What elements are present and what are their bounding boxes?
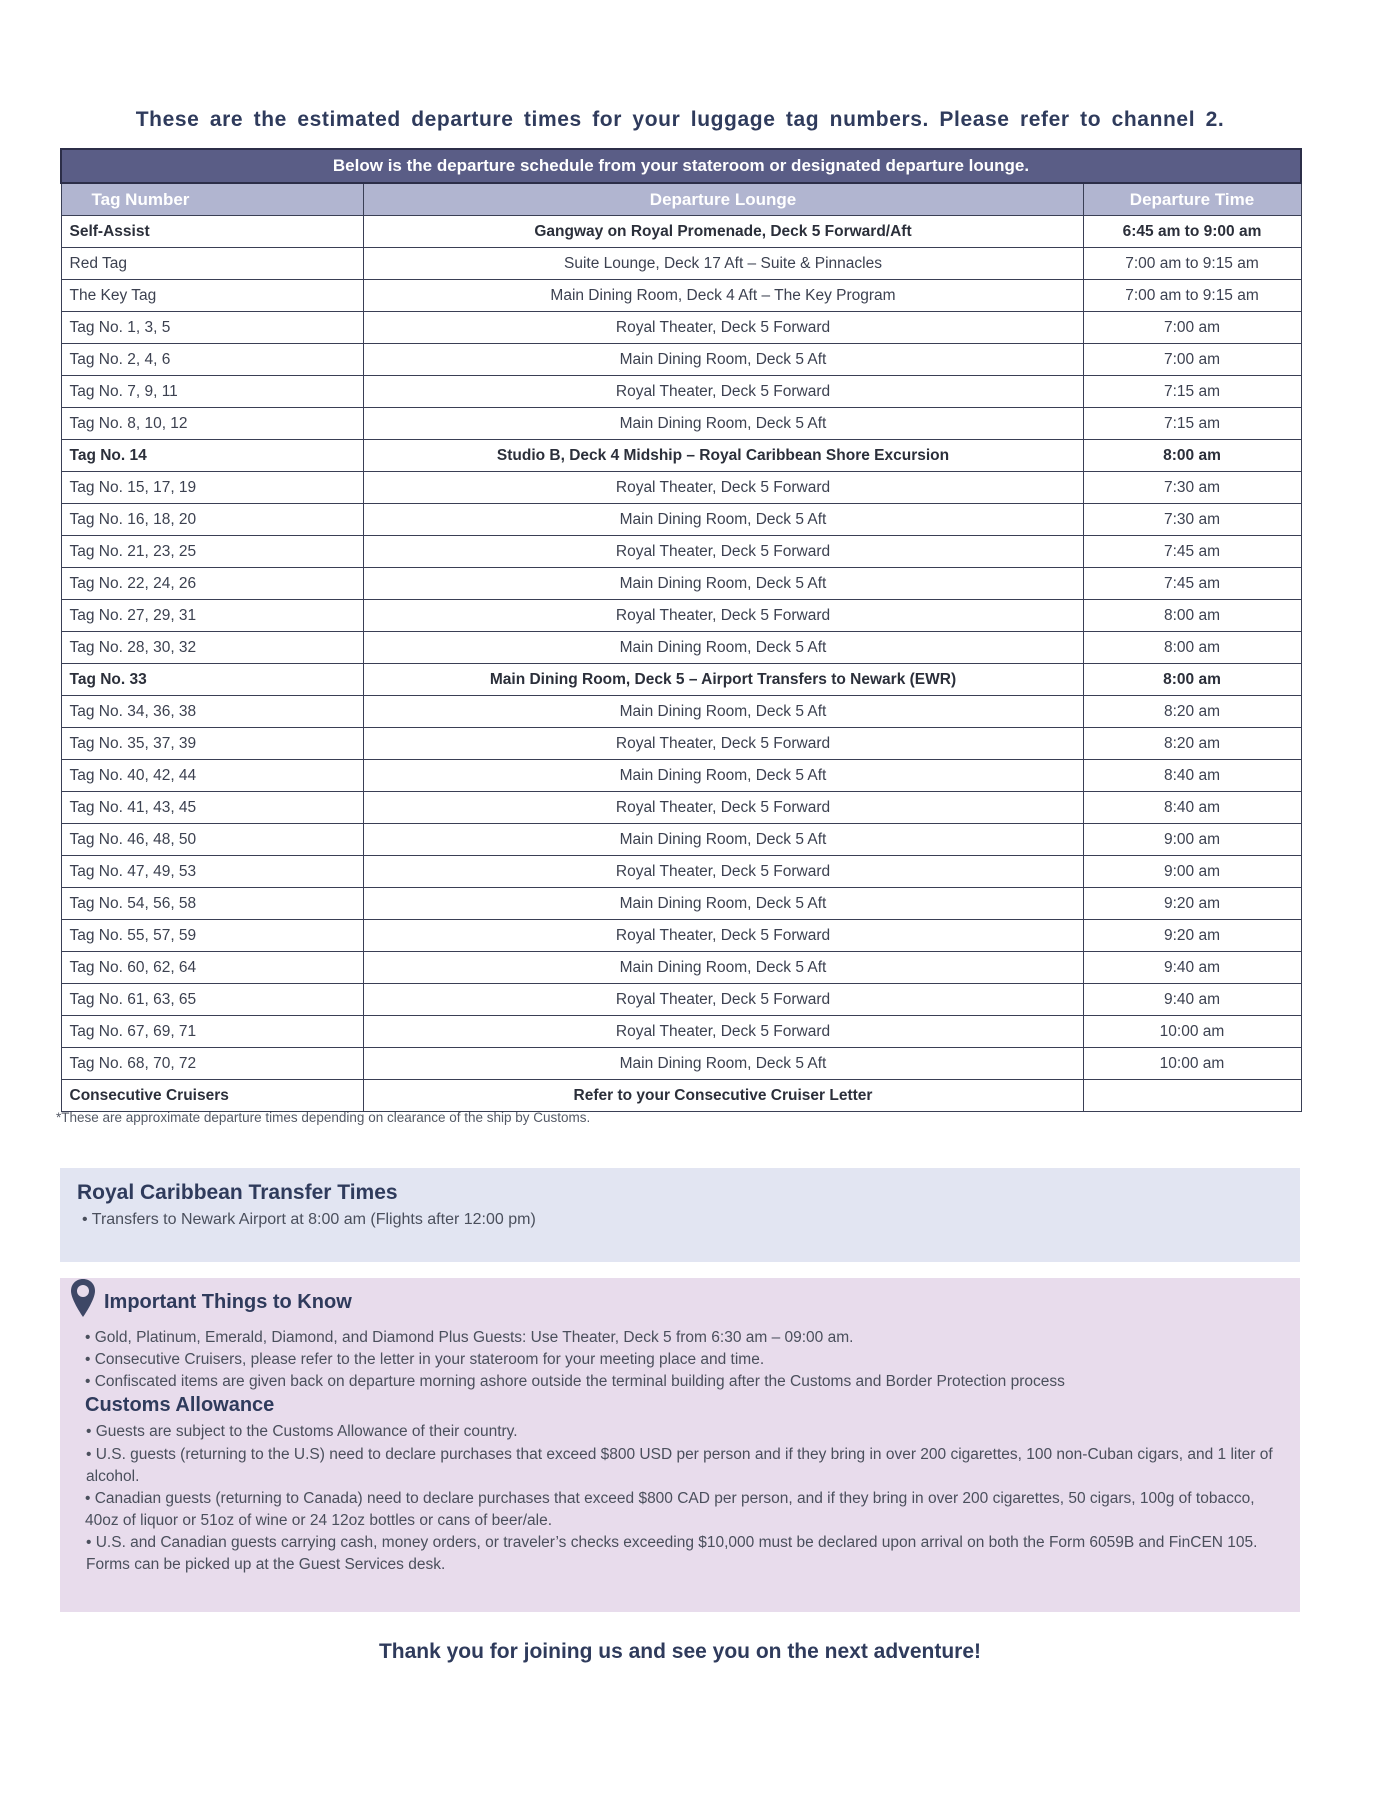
lounge-cell: Main Dining Room, Deck 5 Aft bbox=[363, 632, 1083, 664]
tag-cell: Self-Assist bbox=[61, 216, 363, 248]
tag-cell: Tag No. 14 bbox=[61, 440, 363, 472]
time-cell: 8:20 am bbox=[1083, 696, 1301, 728]
lounge-cell: Main Dining Room, Deck 5 Aft bbox=[363, 888, 1083, 920]
table-row bbox=[61, 1080, 1301, 1112]
lounge-cell: Gangway on Royal Promenade, Deck 5 Forward/Aft bbox=[363, 216, 1083, 248]
time-cell: 9:40 am bbox=[1083, 984, 1301, 1016]
time-cell: 10:00 am bbox=[1083, 1048, 1301, 1080]
table-row bbox=[61, 600, 1301, 632]
table-row bbox=[61, 408, 1301, 440]
tag-cell: Tag No. 67, 69, 71 bbox=[61, 1016, 363, 1048]
lounge-cell: Suite Lounge, Deck 17 Aft – Suite & Pinnacles bbox=[363, 248, 1083, 280]
lounge-cell: Royal Theater, Deck 5 Forward bbox=[363, 920, 1083, 952]
lounge-cell: Studio B, Deck 4 Midship – Royal Caribbean Shore Excursion bbox=[363, 440, 1083, 472]
time-cell: 7:00 am bbox=[1083, 344, 1301, 376]
transfer-times-box bbox=[60, 1168, 1300, 1262]
tag-cell: Consecutive Cruisers bbox=[61, 1080, 363, 1112]
tag-cell: Tag No. 54, 56, 58 bbox=[61, 888, 363, 920]
closing-message: Thank you for joining us and see you on the next adventure! bbox=[378, 1640, 982, 1663]
tag-cell: Tag No. 55, 57, 59 bbox=[61, 920, 363, 952]
table-row bbox=[61, 920, 1301, 952]
table-row bbox=[61, 280, 1301, 312]
tag-cell: The Key Tag bbox=[61, 280, 363, 312]
time-cell: 9:00 am bbox=[1083, 856, 1301, 888]
table-banner: Below is the departure schedule from your stateroom or designated departure lounge. bbox=[61, 149, 1301, 183]
column-header-tag: Tag Number bbox=[61, 183, 363, 216]
table-row bbox=[61, 536, 1301, 568]
lounge-cell: Main Dining Room, Deck 4 Aft – The Key Program bbox=[363, 280, 1083, 312]
time-cell: 8:20 am bbox=[1083, 728, 1301, 760]
lounge-cell: Refer to your Consecutive Cruiser Letter bbox=[363, 1080, 1083, 1112]
table-row bbox=[61, 568, 1301, 600]
lounge-cell: Main Dining Room, Deck 5 – Airport Transfers to Newark (EWR) bbox=[363, 664, 1083, 696]
lounge-cell: Main Dining Room, Deck 5 Aft bbox=[363, 824, 1083, 856]
table-row bbox=[61, 1048, 1301, 1080]
tag-cell: Tag No. 46, 48, 50 bbox=[61, 824, 363, 856]
lounge-cell: Main Dining Room, Deck 5 Aft bbox=[363, 760, 1083, 792]
time-cell: 9:20 am bbox=[1083, 920, 1301, 952]
departure-schedule-table bbox=[60, 148, 1300, 1112]
tag-cell: Tag No. 21, 23, 25 bbox=[61, 536, 363, 568]
tag-cell: Tag No. 41, 43, 45 bbox=[61, 792, 363, 824]
table-row bbox=[61, 984, 1301, 1016]
time-cell: 8:00 am bbox=[1083, 664, 1301, 696]
tag-cell: Tag No. 47, 49, 53 bbox=[61, 856, 363, 888]
table-row bbox=[61, 376, 1301, 408]
lounge-cell: Royal Theater, Deck 5 Forward bbox=[363, 984, 1083, 1016]
tag-cell: Tag No. 34, 36, 38 bbox=[61, 696, 363, 728]
tag-cell: Tag No. 15, 17, 19 bbox=[61, 472, 363, 504]
tag-cell: Tag No. 35, 37, 39 bbox=[61, 728, 363, 760]
tag-cell: Red Tag bbox=[61, 248, 363, 280]
table-row bbox=[61, 664, 1301, 696]
lounge-cell: Royal Theater, Deck 5 Forward bbox=[363, 376, 1083, 408]
table-row bbox=[61, 472, 1301, 504]
table-row bbox=[61, 824, 1301, 856]
table-row bbox=[61, 1016, 1301, 1048]
tag-cell: Tag No. 8, 10, 12 bbox=[61, 408, 363, 440]
lounge-cell: Main Dining Room, Deck 5 Aft bbox=[363, 696, 1083, 728]
lounge-cell: Royal Theater, Deck 5 Forward bbox=[363, 312, 1083, 344]
table-row bbox=[61, 344, 1301, 376]
customs-bullet: • Guests are subject to the Customs Allowance of their country. bbox=[86, 1423, 518, 1440]
time-cell: 7:45 am bbox=[1083, 536, 1301, 568]
time-cell: 8:40 am bbox=[1083, 792, 1301, 824]
lounge-cell: Royal Theater, Deck 5 Forward bbox=[363, 728, 1083, 760]
table-row bbox=[61, 504, 1301, 536]
time-cell: 8:40 am bbox=[1083, 760, 1301, 792]
important-bullet: • Consecutive Cruisers, please refer to the letter in your stateroom for your meeting place and time. bbox=[85, 1351, 765, 1368]
table-row bbox=[61, 792, 1301, 824]
important-bullet: • Confiscated items are given back on departure morning ashore outside the terminal building after the Customs and Border Protection process bbox=[85, 1373, 1065, 1390]
customs-bullet: • Canadian guests (returning to Canada) need to declare purchases that exceed $800 CAD per person, and if they bring in over 200 cigarettes, 50 cigars, 100g of tobacco, 40oz of liquor or 51oz of wine or 24 12oz bottles or cans of beer/ale. bbox=[85, 1490, 1255, 1529]
tag-cell: Tag No. 33 bbox=[61, 664, 363, 696]
time-cell: 7:30 am bbox=[1083, 504, 1301, 536]
tag-cell: Tag No. 22, 24, 26 bbox=[61, 568, 363, 600]
lounge-cell: Main Dining Room, Deck 5 Aft bbox=[363, 504, 1083, 536]
time-cell: 9:20 am bbox=[1083, 888, 1301, 920]
page-headline: These are the estimated departure times for your luggage tag numbers. Please refer to channel 2. bbox=[135, 108, 1225, 131]
table-row bbox=[61, 440, 1301, 472]
lounge-cell: Royal Theater, Deck 5 Forward bbox=[363, 856, 1083, 888]
transfer-title: Royal Caribbean Transfer Times bbox=[77, 1181, 398, 1204]
time-cell: 10:00 am bbox=[1083, 1016, 1301, 1048]
customs-bullet: • U.S. and Canadian guests carrying cash, money orders, or traveler’s checks exceeding $10,000 must be declared upon arrival on both the Form 6059B and FinCEN 105. Forms can be picked up at the Guest Services desk. bbox=[86, 1534, 1258, 1573]
transfer-bullet: • Transfers to Newark Airport at 8:00 am (Flights after 12:00 pm) bbox=[82, 1211, 536, 1228]
column-header-lounge: Departure Lounge bbox=[363, 183, 1083, 216]
important-bullet: • Gold, Platinum, Emerald, Diamond, and Diamond Plus Guests: Use Theater, Deck 5 from 6:30 am – 09:00 am. bbox=[85, 1329, 854, 1346]
lounge-cell: Royal Theater, Deck 5 Forward bbox=[363, 792, 1083, 824]
time-cell: 9:40 am bbox=[1083, 952, 1301, 984]
time-cell: 7:00 am to 9:15 am bbox=[1083, 248, 1301, 280]
tag-cell: Tag No. 27, 29, 31 bbox=[61, 600, 363, 632]
time-cell: 7:00 am to 9:15 am bbox=[1083, 280, 1301, 312]
time-cell: 7:15 am bbox=[1083, 376, 1301, 408]
lounge-cell: Royal Theater, Deck 5 Forward bbox=[363, 536, 1083, 568]
table-row bbox=[61, 696, 1301, 728]
table-row bbox=[61, 728, 1301, 760]
tag-cell: Tag No. 60, 62, 64 bbox=[61, 952, 363, 984]
map-pin-icon bbox=[70, 1278, 96, 1318]
table-banner-row bbox=[61, 149, 1301, 183]
lounge-cell: Main Dining Room, Deck 5 Aft bbox=[363, 568, 1083, 600]
lounge-cell: Main Dining Room, Deck 5 Aft bbox=[363, 344, 1083, 376]
time-cell: 7:45 am bbox=[1083, 568, 1301, 600]
lounge-cell: Royal Theater, Deck 5 Forward bbox=[363, 1016, 1083, 1048]
tag-cell: Tag No. 16, 18, 20 bbox=[61, 504, 363, 536]
table-header-row bbox=[61, 183, 1301, 216]
lounge-cell: Main Dining Room, Deck 5 Aft bbox=[363, 1048, 1083, 1080]
tag-cell: Tag No. 61, 63, 65 bbox=[61, 984, 363, 1016]
important-title: Important Things to Know bbox=[104, 1291, 352, 1313]
time-cell: 8:00 am bbox=[1083, 632, 1301, 664]
column-header-time: Departure Time bbox=[1083, 183, 1301, 216]
tag-cell: Tag No. 1, 3, 5 bbox=[61, 312, 363, 344]
table-row bbox=[61, 760, 1301, 792]
tag-cell: Tag No. 40, 42, 44 bbox=[61, 760, 363, 792]
table-row bbox=[61, 952, 1301, 984]
lounge-cell: Royal Theater, Deck 5 Forward bbox=[363, 472, 1083, 504]
lounge-cell: Main Dining Room, Deck 5 Aft bbox=[363, 952, 1083, 984]
table-row bbox=[61, 632, 1301, 664]
lounge-cell: Main Dining Room, Deck 5 Aft bbox=[363, 408, 1083, 440]
table-row bbox=[61, 248, 1301, 280]
tag-cell: Tag No. 68, 70, 72 bbox=[61, 1048, 363, 1080]
customs-bullet: • U.S. guests (returning to the U.S) need to declare purchases that exceed $800 USD per person and if they bring in over 200 cigarettes, 100 non-Cuban cigars, and 1 liter of alcohol. bbox=[86, 1446, 1273, 1485]
time-cell: 7:00 am bbox=[1083, 312, 1301, 344]
time-cell: 7:15 am bbox=[1083, 408, 1301, 440]
table-row bbox=[61, 856, 1301, 888]
tag-cell: Tag No. 7, 9, 11 bbox=[61, 376, 363, 408]
customs-title: Customs Allowance bbox=[85, 1394, 275, 1416]
tag-cell: Tag No. 28, 30, 32 bbox=[61, 632, 363, 664]
time-cell: 8:00 am bbox=[1083, 440, 1301, 472]
table-row bbox=[61, 888, 1301, 920]
table-row bbox=[61, 312, 1301, 344]
time-cell bbox=[1083, 1080, 1301, 1112]
table-row bbox=[61, 216, 1301, 248]
time-cell: 6:45 am to 9:00 am bbox=[1083, 216, 1301, 248]
footnote: *These are approximate departure times depending on clearance of the ship by Customs. bbox=[56, 1110, 591, 1125]
time-cell: 7:30 am bbox=[1083, 472, 1301, 504]
time-cell: 9:00 am bbox=[1083, 824, 1301, 856]
time-cell: 8:00 am bbox=[1083, 600, 1301, 632]
lounge-cell: Royal Theater, Deck 5 Forward bbox=[363, 600, 1083, 632]
tag-cell: Tag No. 2, 4, 6 bbox=[61, 344, 363, 376]
important-things-box bbox=[60, 1278, 1300, 1612]
